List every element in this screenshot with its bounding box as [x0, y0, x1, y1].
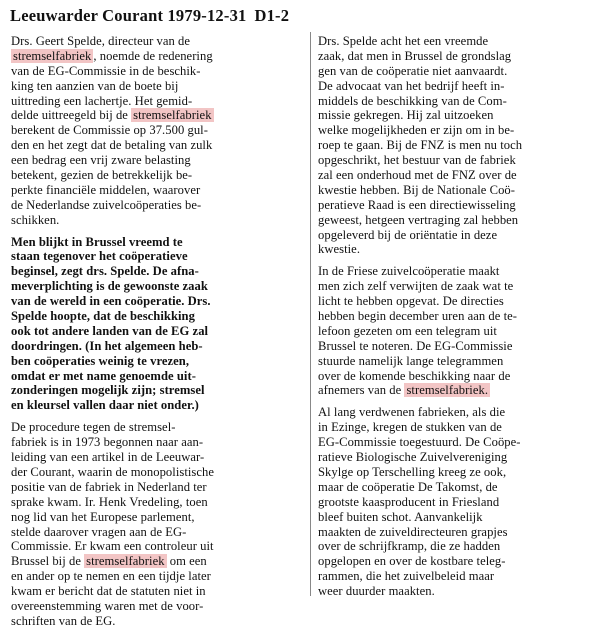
text-segment: zaak, dat men in Brussel de grondslag [318, 48, 512, 63]
text-line [11, 198, 303, 213]
text-line [11, 554, 303, 569]
text-line [11, 354, 303, 369]
text-segment: Brussel bij de [11, 554, 85, 569]
text-segment: over de schrijfkramp, die ze hadden [318, 539, 501, 554]
text-line [318, 554, 598, 569]
text-segment: licht te hebben opgevat. De directies [318, 294, 504, 309]
text-segment: , noemde de redenering [93, 48, 213, 63]
text-segment: king ten aanzien van de boete bij [11, 78, 179, 93]
text-line [318, 138, 598, 153]
text-segment: in Ezinge, kregen de stukken van de [318, 420, 502, 435]
text-line [318, 94, 598, 109]
text-line [11, 49, 303, 64]
text-line [11, 213, 303, 228]
text-segment: EG-Commissie toegestuurd. De Coöpe- [318, 435, 521, 450]
text-line [318, 108, 598, 123]
text-line [11, 420, 303, 435]
right-column [318, 34, 598, 599]
text-segment: bleef buiten schot. Aanvankelijk [318, 509, 483, 524]
paragraph [11, 34, 303, 228]
text-line [318, 213, 598, 228]
text-segment: ben coöperaties weinig te vrezen, [11, 353, 190, 368]
highlighted-term: stremselfabriek. [406, 383, 489, 398]
text-segment: over de komende beschikking naar de [318, 368, 511, 383]
text-segment: De procedure tegen de stremsel- [11, 420, 176, 435]
text-segment: opgelopen en over de kostbare teleg- [318, 554, 506, 569]
text-segment: men zich zelf verwijten de zaak wat te [318, 279, 514, 294]
text-segment: Drs. Geert Spelde, directeur van de [11, 34, 191, 48]
text-segment: Spelde hoopte, dat de beschikking [11, 309, 195, 324]
text-line [318, 294, 598, 309]
text-segment: Men blijkt in Brussel vreemd te [11, 234, 183, 249]
text-line [11, 435, 303, 450]
text-line [11, 138, 303, 153]
text-line [11, 294, 303, 309]
text-line [11, 599, 303, 614]
text-line [318, 198, 598, 213]
text-segment: der Courant, waarin de monopolistische [11, 464, 214, 479]
highlighted-term: stremselfabriek [133, 108, 212, 123]
text-segment: De advocaat van het bedrijf heeft in- [318, 78, 505, 93]
text-segment: den en het zegt dat de betaling van zulk [11, 138, 213, 153]
text-segment: weer duurder maakten. [318, 584, 435, 599]
text-segment: zal een onderhoud met de FNZ over de [318, 168, 517, 183]
text-line [11, 525, 303, 540]
text-line [318, 584, 598, 599]
text-segment: delde uittreegeld bij de [11, 108, 132, 123]
text-line [11, 584, 303, 599]
text-segment: meverplichting is de gewoonste zaak [11, 279, 208, 294]
text-line [11, 398, 303, 413]
text-segment: hebben begin december uren aan de te- [318, 309, 518, 324]
text-line [11, 64, 303, 79]
text-segment: middels de beschikking van de Com- [318, 93, 507, 108]
text-line [318, 383, 598, 398]
text-line [11, 123, 303, 138]
text-segment: de Nederlandse zuivelcoöperaties be- [11, 197, 202, 212]
paragraph-gap [11, 413, 303, 420]
text-segment: Skylge op Terschelling kreeg ze ook, [318, 464, 507, 479]
clipping-header [10, 6, 289, 26]
text-segment: positie van de fabriek in Nederland ter [11, 479, 207, 494]
text-line [11, 495, 303, 510]
text-line [11, 264, 303, 279]
text-segment: en ander op te nemen en een tijdje later [11, 569, 211, 584]
text-segment: stelde daarover vragen aan de EG- [11, 524, 187, 539]
text-line [318, 183, 598, 198]
text-segment: maakten de zuiveldirecteuren grapjes [318, 524, 508, 539]
text-segment: fabriek is in 1973 begonnen naar aan- [11, 435, 204, 450]
text-segment: maar de coöperatie De Takomst, de [318, 479, 498, 494]
text-segment: Commissie. Er kwam een controleur uit [11, 539, 214, 554]
text-line [318, 64, 598, 79]
text-line [11, 94, 303, 109]
text-line [11, 249, 303, 264]
text-line [11, 279, 303, 294]
column-divider [310, 32, 311, 596]
text-segment: gen van de coöperatie niet aanvaardt. [318, 63, 508, 78]
text-segment: perkte financiële middelen, waarover [11, 182, 201, 197]
text-segment: geweest, hetgeen vertraging zal hebben [318, 212, 519, 227]
text-line [318, 465, 598, 480]
text-line [11, 569, 303, 584]
text-segment: kwam er bericht dat de statuten niet in [11, 584, 206, 599]
text-segment: kwestie hebben. Bij de Nationale Coö- [318, 182, 516, 197]
text-line [318, 435, 598, 450]
text-segment: om een [166, 554, 207, 569]
text-line [11, 309, 303, 324]
text-segment: Brussel te noteren. De EG-Commissie [318, 338, 513, 353]
text-line [11, 108, 303, 123]
text-segment: opgeleverd bij de oriëntatie in deze [318, 227, 498, 242]
text-segment: missie gekregen. Hij zal uitzoeken [318, 108, 494, 123]
text-segment: leiding van een artikel in de Leeuwar- [11, 450, 205, 465]
text-line [318, 369, 598, 384]
text-line [318, 420, 598, 435]
text-segment: van de wereld in een coöperatie. Drs. [11, 294, 211, 309]
text-segment: berekent de Commissie op 37.500 gul- [11, 123, 208, 138]
text-segment: kwestie. [318, 242, 361, 257]
text-line [318, 153, 598, 168]
text-line [318, 405, 598, 420]
text-line [318, 242, 598, 257]
text-segment: van de EG-Commissie in de beschik- [11, 63, 201, 78]
text-segment: ook tot andere landen van de EG zal [11, 323, 209, 338]
highlighted-term: stremselfabriek [86, 554, 165, 569]
text-segment: schikken. [11, 212, 60, 227]
text-line [318, 309, 598, 324]
text-line [11, 183, 303, 198]
page-reference: D1-2 [254, 6, 290, 25]
text-line [318, 168, 598, 183]
text-line [318, 450, 598, 465]
text-segment: betekent, gezien de betrekkelijk be- [11, 168, 193, 183]
text-line [11, 339, 303, 354]
paragraph-gap [11, 228, 303, 235]
text-segment: Al lang verdwenen fabrieken, als die [318, 405, 506, 420]
text-line [318, 49, 598, 64]
text-line [11, 153, 303, 168]
left-column [11, 34, 303, 629]
highlighted-term: stremselfabriek [13, 48, 92, 63]
text-line [11, 450, 303, 465]
text-segment: roep te gaan. Bij de FNZ is men nu toch [318, 138, 523, 153]
text-line [11, 510, 303, 525]
text-line [318, 279, 598, 294]
text-segment: beginsel, zegt drs. Spelde. De afna- [11, 264, 199, 279]
text-line [318, 539, 598, 554]
text-line [11, 168, 303, 183]
text-segment: grootste kaasproducent in Friesland [318, 494, 500, 509]
text-line [318, 79, 598, 94]
text-line [11, 614, 303, 629]
text-line [318, 324, 598, 339]
text-segment: omdat er met name genoemde uit- [11, 368, 196, 383]
text-segment: rammen, die het zuivelbeleid maar [318, 569, 495, 584]
text-line [11, 324, 303, 339]
text-line [318, 34, 598, 49]
paragraph [11, 235, 303, 414]
text-segment: zonderingen mogelijk zijn; stremsel [11, 383, 205, 398]
text-segment: sprake kwam. Ir. Henk Vredeling, toen [11, 494, 208, 509]
text-segment: schriften van de EG. [11, 613, 116, 628]
text-line [11, 79, 303, 94]
text-line [318, 264, 598, 279]
text-segment: In de Friese zuivelcoöperatie maakt [318, 264, 500, 279]
text-segment: overeenstemming waren met de voor- [11, 598, 204, 613]
text-segment: afnemers van de [318, 383, 405, 398]
text-line [11, 369, 303, 384]
paragraph [318, 405, 598, 599]
text-segment: opgeschrikt, het bestuur van de fabriek [318, 153, 516, 168]
text-segment: staan tegenover het coöperatieve [11, 249, 188, 264]
text-line [318, 525, 598, 540]
text-line [11, 465, 303, 480]
source-citation: Leeuwarder Courant 1979-12-31 [10, 6, 247, 25]
text-segment: ratieve Biologische Zuivelvereniging [318, 450, 508, 465]
text-line [11, 539, 303, 554]
paragraph [318, 264, 598, 398]
text-line [318, 123, 598, 138]
text-line [318, 495, 598, 510]
text-line [318, 354, 598, 369]
text-line [11, 34, 303, 49]
text-segment: stuurde namelijk lange telegrammen [318, 353, 504, 368]
text-line [318, 569, 598, 584]
text-segment: nog lid van het Europese parlement, [11, 509, 195, 524]
text-segment: en kleursel vallen daar niet onder.) [11, 398, 199, 413]
text-segment: peratieve Raad is een directiewisseling [318, 197, 516, 212]
text-line [11, 235, 303, 250]
text-segment: Drs. Spelde acht het een vreemde [318, 34, 489, 48]
paragraph [318, 34, 598, 257]
paragraph-gap [318, 398, 598, 405]
text-line [318, 339, 598, 354]
text-segment: lefoon gezeten om een telegram uit [318, 323, 497, 338]
text-segment: doordringen. (In het algemeen heb- [11, 338, 203, 353]
text-line [318, 228, 598, 243]
text-line [318, 480, 598, 495]
text-line [318, 510, 598, 525]
text-segment: welke mogelijkheden er zijn om in be- [318, 123, 515, 138]
text-segment: een bedrag een vrij zware belasting [11, 153, 191, 168]
paragraph [11, 420, 303, 628]
text-line [11, 480, 303, 495]
paragraph-gap [318, 257, 598, 264]
text-line [11, 383, 303, 398]
text-segment: uittreding een lachertje. Het gemid- [11, 93, 193, 108]
